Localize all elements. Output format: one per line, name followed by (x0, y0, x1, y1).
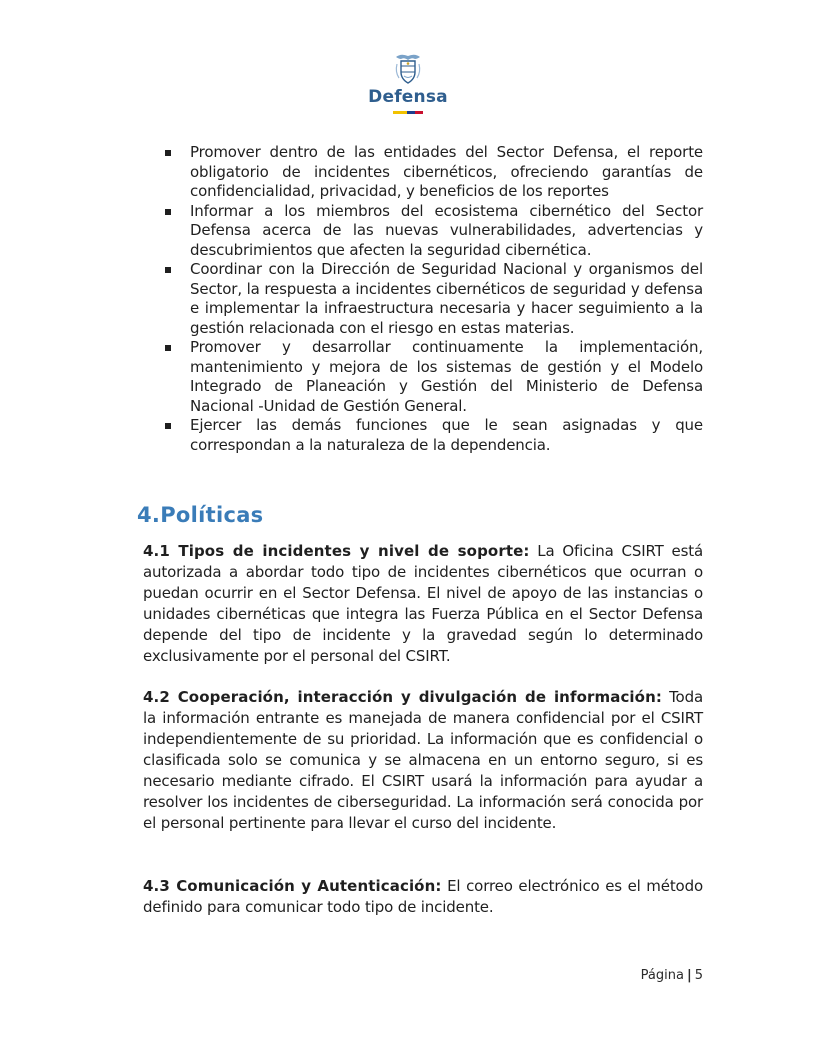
list-item (143, 143, 703, 202)
policy-paragraph (143, 687, 703, 834)
square-bullet-icon (165, 209, 171, 215)
flag-stripe (0, 111, 816, 114)
square-bullet-icon (165, 423, 171, 429)
page-separator: | (686, 968, 692, 983)
page-footer (641, 968, 703, 983)
policy-lead: 4.2 Cooperación, interacción y divulgación de información: (143, 688, 662, 706)
policy-paragraph (143, 541, 703, 667)
flag-red (415, 111, 423, 114)
header-logo (0, 52, 816, 114)
list-item-text: Promover dentro de las entidades del Sector Defensa, el reporte obligatorio de incidentes cibernéticos, ofreciendo garantías de confidencialidad, privacidad, y beneficios de los reportes (190, 143, 703, 200)
square-bullet-icon (165, 150, 171, 156)
policy-lead: 4.3 Comunicación y Autenticación: (143, 877, 442, 895)
section-heading: 4.Políticas (137, 503, 264, 527)
policy-lead: 4.1 Tipos de incidentes y nivel de soporte: (143, 542, 530, 560)
square-bullet-icon (165, 345, 171, 351)
list-item (143, 338, 703, 416)
list-item (143, 202, 703, 261)
page-label: Página (640, 968, 684, 983)
flag-yellow (393, 111, 407, 114)
list-item (143, 260, 703, 338)
list-item-text: Coordinar con la Dirección de Seguridad Nacional y organismos del Sector, la respuesta a incidentes cibernéticos de seguridad y defensa e implementar la infraestructura necesaria y hacer seguimiento a la gestión relacionada con el riesgo en estas materias. (190, 260, 703, 337)
policy-body: El correo electrónico es el método definido para comunicar todo tipo de incidente. (143, 877, 703, 916)
list-item (143, 416, 703, 455)
coat-of-arms-icon (393, 52, 423, 86)
policy-body: La Oficina CSIRT está autorizada a abordar todo tipo de incidentes cibernéticos que ocurran o puedan ocurrir en el Sector Defensa. El nivel de apoyo de las instancias o unidades cibernéticas que integra las Fuerza Pública en el Sector Defensa depende del tipo de incidente y la gravedad según lo determinado exclusivamente por el personal del CSIRT. (143, 542, 704, 665)
list-item-text: Ejercer las demás funciones que le sean asignadas y que correspondan a la naturaleza de la dependencia. (190, 416, 703, 454)
brand-wordmark: Defensa (368, 87, 448, 107)
list-item-text: Informar a los miembros del ecosistema cibernético del Sector Defensa acerca de las nuevas vulnerabilidades, advertencias y descubrimientos que afecten la seguridad cibernética. (190, 201, 703, 259)
list-item-text: Promover y desarrollar continuamente la implementación, mantenimiento y mejora de los sistemas de gestión y el Modelo Integrado de Planeación y Gestión del Ministerio de Defensa Nacional -Unidad de Gestión General. (190, 338, 703, 415)
square-bullet-icon (165, 267, 171, 273)
flag-blue (407, 111, 415, 114)
policy-body: Toda la información entrante es manejada de manera confidencial por el CSIRT independientemente de su prioridad. La información que es confidencial o clasificada solo se comunica y se almacena en un entorno seguro, si es necesario mediante cifrado. El CSIRT usará la información para ayudar a resolver los incidentes de ciberseguridad. La información será conocida por el personal pertinente para llevar el curso del incidente. (143, 688, 703, 832)
functions-list (143, 143, 703, 455)
policy-paragraph (143, 876, 703, 918)
page-number: 5 (694, 968, 703, 983)
